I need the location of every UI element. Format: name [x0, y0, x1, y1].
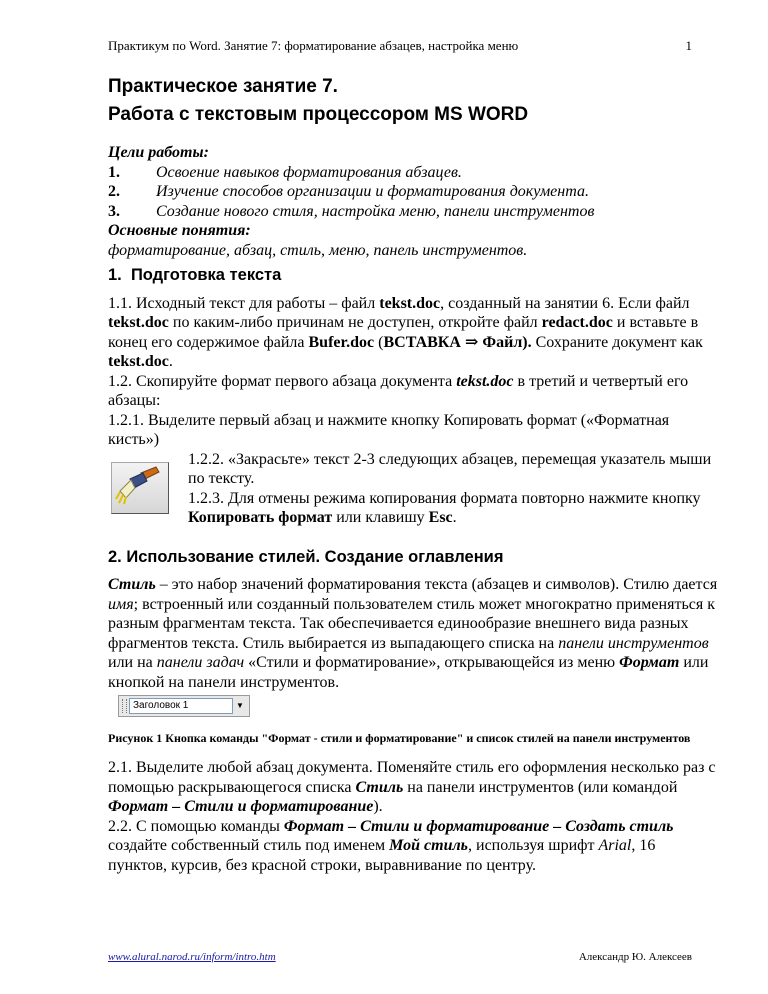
page-footer [108, 951, 692, 963]
page-number: 1 [685, 38, 692, 53]
paragraph-2-1: 2.1. Выделите любой абзац документа. Поменяйте стиль его оформления несколько раз с помощью раскрывающегося списка Стиль на панели инструментов (или командой Формат – Стили и форматирование). [108, 759, 716, 815]
goals-label: Цели работы: [108, 144, 209, 161]
document-body [108, 143, 718, 875]
footer-link[interactable]: www.alural.narod.ru/inform/intro.htm [108, 951, 276, 963]
paragraph-1-1: 1.1. Исходный текст для работы – файл tekst.doc, созданный на занятии 6. Если файл tekst.doc по каким-либо причинам не доступен, откройте файл redact.doc и вставьте в конец его содержимое файла Bufer.doc (ВСТАВКА ⇒ Файл). Сохраните документ как tekst.doc. [108, 294, 703, 370]
goals-block [108, 143, 718, 260]
paragraph-1-2-1: 1.2.1. Выделите первый абзац и нажмите кнопку Копировать формат («Форматная кисть») [108, 411, 670, 448]
format-painter-row [108, 450, 718, 530]
dropdown-arrow-icon[interactable]: ▼ [236, 701, 244, 710]
toolbar-grip [122, 699, 127, 713]
paragraph-2-2: 2.2. С помощью команды Формат – Стили и форматирование – Создать стиль создайте собственный стиль под именем Мой стиль, используя шрифт Arial, 16 пунктов, курсив, без красной строки, выравнивание по центру. [108, 817, 674, 874]
paragraph-1-2-2: 1.2.2. «Закрасьте» текст 2-3 следующих абзацев, перемещая указатель мыши по тексту. [188, 450, 712, 487]
goal-item: 1. Освоение навыков форматирования абзацев. [108, 163, 462, 181]
lesson-title: Практическое занятие 7. [108, 76, 338, 97]
paragraph-1-2-3: 1.2.3. Для отмены режима копирования формата повторно нажмите кнопку Копировать формат или клавишу Esc. [188, 489, 701, 526]
concepts-label: Основные понятия: [108, 222, 251, 239]
section-2-heading: 2. Использование стилей. Создание оглавления [108, 547, 504, 566]
paragraph-1-2: 1.2. Скопируйте формат первого абзаца документа tekst.doc в третий и четвертый его абзацы: [108, 372, 689, 409]
lesson-subtitle: Работа с текстовым процессором MS WORD [108, 104, 529, 125]
concepts-text: форматирование, абзац, стиль, меню, панель инструментов. [108, 241, 528, 259]
style-select[interactable]: Заголовок 1 [129, 698, 233, 714]
header-text: Практикум по Word. Занятие 7: форматирование абзацев, настройка меню [108, 38, 519, 53]
section-1-heading: 1. Подготовка текста [108, 266, 282, 284]
figure-caption: Рисунок 1 Кнопка команды "Формат - стили и форматирование" и список стилей на панели инструментов [108, 731, 691, 745]
page-header [108, 38, 692, 54]
format-painter-icon[interactable] [111, 462, 169, 514]
goal-item: 2. Изучение способов организации и форматирования документа. [108, 183, 589, 200]
footer-author: Александр Ю. Алексеев [578, 951, 692, 963]
style-dropdown-toolbar [118, 695, 250, 717]
goal-item: 3. Создание нового стиля, настройка меню, панели инструментов [108, 202, 595, 220]
paragraph-style-definition: Стиль – это набор значений форматирования текста (абзацев и символов). Стилю дается имя; встроенный или созданный пользователем стиль может многократно применяться к разным фрагментам текста. Так обеспечивается единообразие внешнего вида разных фрагментов текста. Стиль выбирается из выпадающего списка на панели инструментов или на панели задач «Стили и форматирование», открывающейся из меню Формат или кнопкой на панели инструментов. [108, 576, 718, 691]
